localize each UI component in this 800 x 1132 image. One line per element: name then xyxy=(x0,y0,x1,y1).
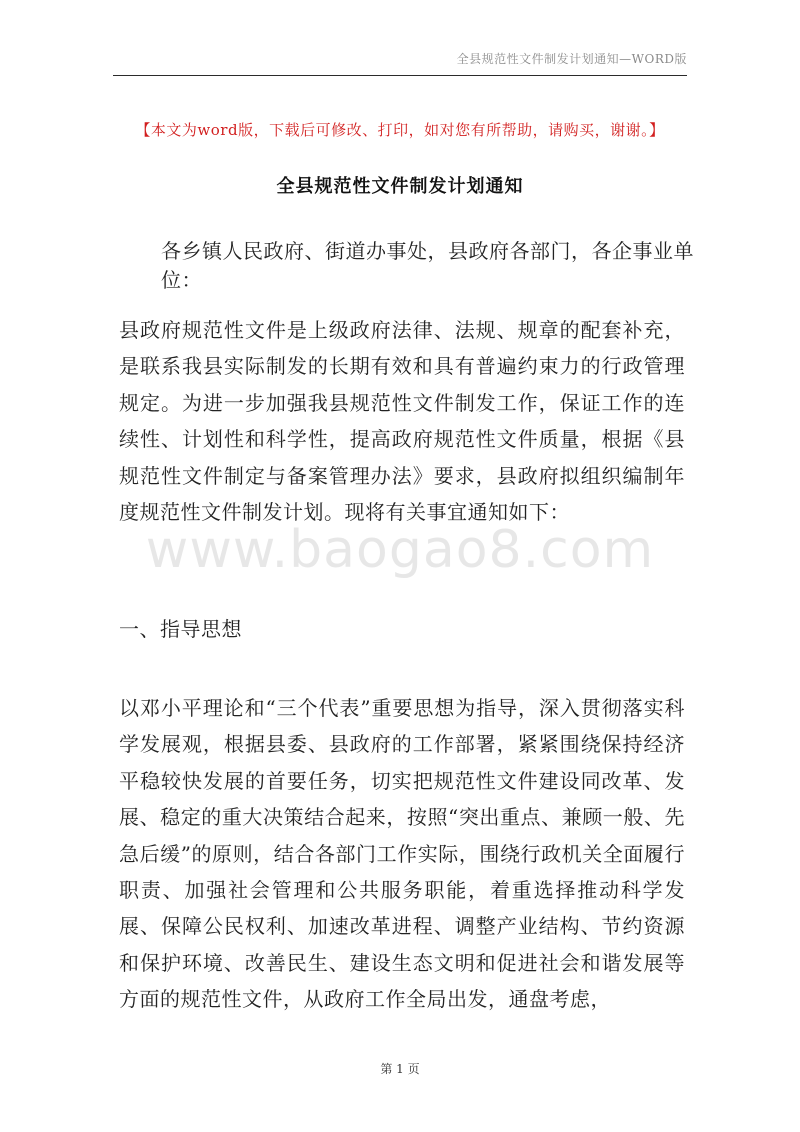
header-divider xyxy=(113,75,687,76)
watermark: www.baogao8.com xyxy=(145,520,655,580)
salutation: 各乡镇人民政府、街道办事处，县政府各部门，各企事业单位： xyxy=(161,239,694,292)
document-title: 全县规范性文件制发计划通知 xyxy=(276,176,524,197)
page-number: 第 1 页 xyxy=(380,1062,420,1076)
body-paragraph: 县政府规范性文件是上级政府法律、法规、规章的配套补充，是联系我县实际制发的长期有效和具有普遍约束力的行政管理规定。为进一步加强我县规范性文件制发工作，保证工作的连续性、计划性和科学性，提高政府规范性文件质量，根据《县规范性文件制定与备案管理办法》要求，县政府拟组织编制年度规范性文件制发计划。现将有关事宜通知如下： xyxy=(119,318,685,525)
download-notice: 【本文为word版，下载后可修改、打印，如对您有所帮助，请购买，谢谢。】 xyxy=(135,121,665,139)
body-paragraph: 以邓小平理论和“三个代表”重要思想为指导，深入贯彻落实科学发展观，根据县委、县政府的工作部署，紧紧围绕保持经济平稳较快发展的首要任务，切实把规范性文件建设同改革、发展、稳定的重大决策结合起来，按照“突出重点、兼顾一般、先急后缓”的原则，结合各部门工作实际，围绕行政机关全面履行职责、加强社会管理和公共服务职能，着重选择推动科学发展、保障公民权利、加速改革进程、调整产业结构、节约资源和保护环境、改善民生、建设生态文明和促进社会和谐发展等方面的规范性文件，从政府工作全局出发，通盘考虑， xyxy=(119,696,685,1012)
running-header: 全县规范性文件制发计划通知—WORD版 xyxy=(456,52,687,66)
section-heading: 一、指导思想 xyxy=(119,617,242,641)
